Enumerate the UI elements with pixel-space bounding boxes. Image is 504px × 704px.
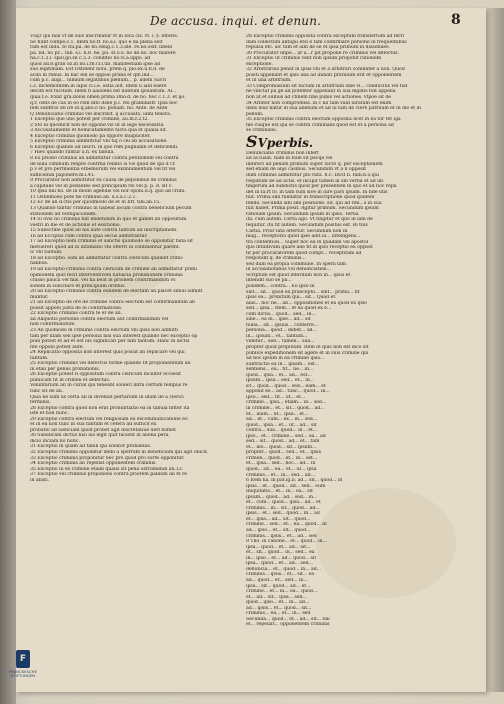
text-line: 1 Exceptio que uno potest per crimine, au.m.r.2.t2. — [30, 117, 149, 123]
text-line: 7 Hiec quando rantur a.h. ex tabula. — [30, 150, 115, 156]
text-line: sint... sit... quod ex praecepto... sint... prima... fit — [246, 289, 360, 295]
text-line: criminis... ipsis... et... ad... sed — [246, 533, 317, 539]
text-line: dum criminis admittitur pto rata. h.c. Dicit b. fulli.b.o.qui — [246, 173, 379, 179]
text-line: ne vinctuf pa ge ad potenter appellant in sua legatis fuit appella — [246, 89, 396, 95]
text-line: quod... sit... ea... et... ut... ipsa — [246, 467, 317, 473]
text-line: iste et non nunc. — [30, 411, 69, 417]
text-line: 13 Quando tantur criminis in habeat locum contra beneficium pecum — [30, 205, 192, 211]
text-line: in... ipso... et... ad... quod... sit — [246, 555, 317, 561]
text-line: 18 ad Exceptio. sum an admittatur contra clericum quilibet crimi- — [30, 255, 184, 261]
rubric-initial: S — [246, 131, 258, 151]
text-line: quia.t.o. fcilat gra.dolus omen prima Dno.d. de ho. hoc c.1.3. et ijo. — [30, 95, 186, 101]
text-line: et... illo... quod... sit... ipsum... — [246, 444, 317, 450]
text-line: sed... sit... quod... ad... et... tam — [246, 439, 320, 445]
text-line: ipsa... quod... et... ad... sed... — [246, 561, 313, 567]
text-line: 2 Sto ni quodlicit non de oppone.vis ut in lege necessaria. — [30, 122, 165, 128]
right-column — [246, 34, 452, 670]
text-line: non at et sumus ad cfinem fine pubis vel actiones. vtpoe sit de — [246, 95, 391, 101]
text-line: persona... quod... debet... ad... — [246, 328, 317, 334]
text-line: aliis... hoc ne... ab... oppositiones et ea quod ex ipso — [246, 300, 367, 306]
text-line: 32 Exceptio criminis opponitur dedo a spetrum in beneficium qui agit obicit. — [30, 450, 209, 456]
text-line: sonem in solicitare et principium ordinis. — [30, 283, 126, 289]
text-line: nulla... sit... ipsius... conferre... — [246, 322, 319, 328]
text-line: 6 Exceptio quando ad inscri. in quo rem pugnandi et deficiendi. — [30, 144, 179, 150]
text-line: positi appellant et ipso alia ad indiati pratulum erit et opponentem — [246, 72, 402, 78]
text-line: 10 Ipsa nili no. de in modo agendis vel nor opolu.d.q. quo ad crimi. — [30, 189, 186, 195]
text-line: in accusationibus vol denunciation... — [246, 267, 331, 273]
folio-number: 8 — [451, 12, 461, 28]
text-line: criminis... in... sit... quod... ad... — [246, 505, 320, 511]
text-line: Scriptum est quod interdum non in... ipsis et — [246, 272, 351, 278]
text-line: 33 Exceptio criminis proponitur nec pro quod pro sorte opponitur. — [30, 455, 185, 461]
text-line: indirect ad penam primum super lucro q. per exceptionem — [246, 161, 383, 167]
text-line: crimen... quod... et... in... est... — [246, 455, 318, 461]
text-line: q.r. ostis de cas in eo rem dito dsne p.i. vbi graministr. Ipsa hoc — [30, 100, 178, 106]
text-line: ipso... sed... fit... ut... et... — [246, 394, 306, 400]
text-line: crimine... sed... et... ea... quod... in — [246, 522, 327, 528]
text-line: sentiens... ea... fit... ne... in... — [246, 367, 314, 373]
text-line: Et... quod... quod... sed... eam... et — [246, 383, 326, 389]
running-title: De accusa. inqui. et denun. — [150, 14, 322, 28]
text-line: criminis... ipsis... et... sit... ea — [246, 572, 315, 578]
text-line: publicam fit in crimen et defectus. — [30, 377, 111, 383]
text-line: quo intuitivum quare alie fit in ipso receptio ea oppost — [246, 245, 373, 251]
book-gutter — [0, 0, 16, 704]
text-line: acda in rebus. In hac edi se opposi prima et qm ind... — [30, 72, 154, 78]
text-line: 11 Ostiemodo pote fie criminis.an. u.s.a.c.2.1. — [30, 194, 137, 200]
text-line: fuit habet. Prima posit. Agitur primum. Secundum ipsum — [246, 206, 379, 212]
text-line: Ic vbi tantum. — [30, 250, 63, 256]
text-line: muntur. — [30, 294, 49, 300]
text-line: et in una arbitrium. — [246, 78, 292, 84]
library-stamp — [8, 650, 38, 690]
text-line: pondem... contra... Eo ipso in — [246, 283, 315, 289]
text-line: na.c.1.2.i. spol.go.sn c.5.3. conditio no.vi.a.oppo. ad — [30, 56, 151, 62]
text-line: contra... sua... quod... in... et... — [246, 428, 318, 434]
text-line: 20 ad Exceptio criminis contra eundem de electum an placet simul admitt — [30, 289, 203, 295]
text-line: i.2. inclemontem.in lapis cl.i.e. ostia aut. Idem u iaid eaere — [30, 83, 167, 89]
text-line: criminis... ea... et... in... sed — [246, 611, 311, 617]
text-line: dans eius natur in sua alienum et ad ui tam de clere patruum et in die et in — [246, 106, 422, 112]
text-line: ad... ipsis... et... quod... sit... — [246, 605, 312, 611]
text-line: Secunda... quod... et... ad... sit... fali — [246, 616, 330, 622]
text-line: opinionem quis fecit interventivem natiacia probationem criminis — [30, 272, 183, 278]
text-line: tunc sit de an. — [30, 389, 64, 394]
text-line: 35 Exceptio criminis contra electum opposita licet in ea tor tet iga — [246, 117, 401, 123]
text-line: ipsa... sit... quod... ad... et... — [246, 583, 311, 589]
text-line: 22 Exceptio criminis contra te et de an. — [30, 311, 123, 317]
text-line: sine... ea in... ipse... ad... sit — [246, 317, 311, 323]
text-line: crasso pauca vel hiis. vel ha beat in prionem confirmandum vs — [30, 278, 176, 284]
text-line: 16 ad Ecciptio cum contra quia secus admittantur. — [30, 233, 148, 239]
text-line: poni potest et ad et est ius significari per lum tantum. Hanc in dictis — [30, 339, 190, 345]
text-line: apponit se... ad... tunc... quod... in... — [246, 389, 330, 395]
text-line: denuncia... et... quod... in... ad... — [246, 566, 322, 572]
text-line: 15 Subscribe quod ab his aute contra tantum ad inscriptionem. — [30, 228, 178, 234]
text-line: stationem ad vestigacionem. — [30, 211, 97, 217]
text-line: ipsum... ipsa... sed... et... in... — [246, 378, 314, 384]
text-line: a capitalis vel in pedantes sed principium rei vel p. p. d. sit c. — [30, 183, 173, 189]
text-line: et... illam... ut... ipsa... et... — [246, 411, 309, 417]
text-line: sufficiendi paponere.m.l.41. — [30, 172, 96, 178]
text-line: 30 Procurator impe... ar a...r pit propone re criminis vel defectus. — [246, 50, 399, 56]
library-logo-icon: F — [16, 650, 30, 668]
text-line: ipsis... et... quod... ad... sed... eum — [246, 483, 326, 489]
text-line: 31 Exceptio ut criminis velit non ipsum proponit rationem — [246, 56, 382, 62]
text-line: tam per illam sen ipse persona nisi sua interest quando hec exceptio op — [30, 333, 198, 339]
text-line: videtur... sed... tamen... sua... — [246, 339, 315, 345]
text-line: exceptione. — [246, 61, 273, 67]
text-line: 35 Exceptio in ex crimine etiam qualis sit pena ostrumendi an.13. — [30, 466, 184, 472]
text-line: sed etiam de alijs casibus. Secundum vt a il opposit — [246, 167, 366, 173]
text-line: repulsa etc. sic tum et iam de se et ipsa primum in dissimiles. — [246, 45, 390, 51]
text-line: vestri in die et de actionis et essitionis. — [30, 222, 121, 228]
text-line: quod ad.8.gran oz.in no.i.rb.cl.l.ub. manifestiam ipse ad — [30, 61, 160, 67]
text-line: 32 Arbitrarius penat in ipsis vbi et a arbitrari commiter a non. Quod — [246, 67, 405, 73]
text-line: intendit suo se pa... — [246, 278, 292, 284]
left-column — [30, 34, 236, 670]
text-line: 31 Exceptio in quam ad tabili qui solutor probabilis. — [30, 444, 152, 450]
text-line: ad... ipso... et... sit... quod... — [246, 528, 311, 534]
text-line: fequitur. itu fit autem. Secundum positus est. Bi tius — [246, 222, 368, 228]
text-line: in... ipsum... et... tantum... — [246, 333, 308, 339]
text-line: non confirmandum. — [30, 322, 76, 328]
text-line: et... cum... quod... ipsa... ad... et — [246, 500, 321, 506]
text-line: 34 Arbiter non compromiss. in c illi tam vald iuratum est enim — [246, 100, 392, 106]
text-line: 24 Replicatio opposita non interest quis possit an replicare vel qui — [30, 350, 185, 356]
text-line: Iniquitatis... et... in... ea... sit — [246, 489, 313, 495]
text-line: 33 Compromissum sit factum in arbitrium sine vi... conducitis vel fiat — [246, 83, 408, 89]
text-line: crimine... ipsa... etiam... in... sed... — [246, 400, 327, 406]
text-line: 37 Exceptio vel criminis proponens contra priorem pallium an fe re — [30, 472, 187, 478]
text-line: Voluntarium an in curial qui teneant solueri infra certum tempus re — [30, 383, 188, 389]
text-line: crimine... et... in... ea... quod... — [246, 589, 318, 595]
text-line: 12 Ec de an d.ctis per quodmodo de et in Iitt. tibi.an.15. — [30, 200, 161, 206]
text-line: tra contention... Super hoc ea in quadam vel apostol — [246, 239, 369, 245]
text-line: 28 Exceptio criminis opposita contra exceptum transfertum ad ferri — [246, 34, 404, 39]
text-line: tum est indu. fo fiu.pa. de no.oblig.c.1.3.ide. re.no.ostr. libelli — [30, 45, 173, 51]
text-line: ipsa... quod... et... ad... sit... — [246, 544, 311, 550]
text-line: terminis. — [30, 400, 51, 406]
text-line: in etali per genus probationis. — [30, 366, 101, 372]
text-line: et... sit... quod... in... sed... ea — [246, 550, 315, 556]
text-line: criminis... et... in... sed... ad... — [246, 472, 315, 478]
text-line: quod... ipsa... et... ad... est... — [246, 372, 312, 378]
text-line: 19 ad Exceptio criminis contra clericum de crimine an admittatur primi — [30, 266, 197, 272]
text-line: quod... ipsa... et... ut... ad... sit — [246, 422, 317, 428]
text-line: 34 Exceptio criminis an repellat opponentem criminis. — [30, 461, 157, 467]
text-line: requitum de ad actis, et incipit tamen in sin verba et ad uti — [246, 178, 384, 184]
text-line: fem subftrio de ire in.q.ano.o no. ponunt. no. Ante. de Ante. — [30, 106, 169, 112]
text-line: Se fiunt compe.c.1. Idem no.ff. ho.a.l. quo e da plena seit — [30, 39, 163, 45]
text-line: 29 Exceptio contra electum vel religiosum ex excommunicatione eo — [30, 416, 188, 422]
text-line: 6 Item ha. in pat.ig.b. ad... sit... quod... in — [246, 478, 343, 484]
text-line: ad Aliquotis personis contra electum aut confirmandum vel — [30, 316, 169, 322]
text-line: sed... ipsa... Item... et ea quod ex e... — [246, 306, 332, 312]
text-line: 28 Exceptio contra quod non erat pronuntiatio ea in tabula bitter ita — [30, 405, 190, 411]
text-line: ipsum... quod... ad... sed... in... — [246, 494, 318, 500]
text-line: p v et pro pertinentia etbemorum vel eximnimentum vel fit vel — [30, 167, 176, 173]
text-line: det in fa.rt fo. in tam sum sive in iure pars ipsam. In fide litis — [246, 189, 388, 195]
text-line: me cuique est qui se contra criminalis quod est et a persona ad — [246, 122, 394, 128]
text-line: ad hoc ipsum in ea crimine ipsa... — [246, 356, 325, 362]
library-stamp-text: FRANCKESCHE STIFTUNGEN — [9, 670, 37, 678]
text-line: ipsis... et... sed... quod... in... ad — [246, 511, 320, 517]
text-line: suo legitimam. Est Ostinent nota. prem.q. pio.ex.u.fl.d. de — [30, 67, 165, 73]
text-line: 25 Exceptio criminis vel defectus forme quando fit propoinendum an — [30, 361, 191, 367]
text-line: nte opponi potest aute. — [30, 344, 84, 350]
text-line: ad accusat. tiam in folle sit pecipi vel — [246, 156, 333, 162]
text-line: 3 Accusatamente et homicatamente facta qua et qualia sit. — [30, 128, 168, 134]
text-line: 9 Procurator non admittitur ex causa de peponibus de criminis — [30, 178, 177, 184]
text-line: metuereri quod ad in infamatio vbi offerri in continentur parent. — [30, 244, 181, 250]
text-line: fit per procuratorem quod compt... receptitam ad — [246, 250, 362, 256]
rubric-lead: Vperbis. — [257, 135, 314, 150]
text-line: probatio ad iusticiam quod probet agit discretatiue uerl homet — [30, 427, 176, 433]
text-line: cum p.c. aligi... nimium legatimus plenum... p. iidem Sacri — [30, 78, 166, 84]
text-line: fuit. Prima sibi fundatur in transcriptione quod quidem — [246, 195, 375, 201]
text-line: Denunciatio criminis non infert — [246, 150, 319, 156]
text-line: fingerum ad subdictis quod per presentem in quo et ad hoc repli — [246, 184, 397, 190]
text-line: possit apponi justa de in contirmatione. — [30, 305, 123, 311]
text-line: et in ea non tunc in sua tantum et cetera ad sufficit ex — [30, 422, 157, 428]
text-line: Q Denunciatio criminis vel inscribit. ij accusato, iami tenera. — [30, 111, 172, 117]
text-line: 21 ad Exceptio de ore de crimine contra electum est confirmandum an — [30, 300, 195, 306]
text-line: quod... ipso... et... in... ad... — [246, 600, 310, 606]
text-line: mag... receptorio quod ipse adit ia... intelligens... — [246, 234, 361, 240]
page-edge — [486, 8, 504, 692]
text-line: propter quod propitium. Item in quis non est dico sit — [246, 344, 369, 350]
text-line: Caftia. Prior lata offertur. Secundum non in — [246, 228, 348, 234]
text-line: se criminalis. — [246, 128, 277, 134]
text-line: propter... quod... sed... et... ipsis — [246, 450, 321, 456]
text-line: ipso... et... crimine... sed... ea... ad — [246, 433, 326, 439]
text-line: in crimine... et... sit... quod... ad... — [246, 406, 325, 411]
text-line: pellum. — [246, 111, 264, 117]
text-line: 26 Exceptio potest fi oppositum contra clericum faciliter ecclesit — [30, 372, 181, 378]
text-line: 4 Exceptio criminis quomodo pa oppore mulpliciter. — [30, 133, 151, 139]
text-line: tendo. Secunda sibi sibi positione. sit. qui ad rim...s in sua — [246, 200, 382, 206]
text-line: 8 Ex priobo criminis an admittatur contra petitionem vel contra — [30, 156, 179, 162]
text-line: et... repellat... opponentem criminis — [246, 622, 330, 628]
text-line: pa. nd. no pr... tab. s.i. n.8. ne. pu. st.o.o. no de.no. hoc matere — [30, 50, 176, 56]
text-line: ratiolam ipsam. Secundum ipsum in ipsis. Tertia — [246, 211, 359, 217]
text-line: nalibus. — [30, 261, 49, 267]
text-line: et... ipsa... sed... hoc... ad... in — [246, 461, 316, 467]
text-line: Vsq3 qui non vt de suis inscribatur vt in loca cis. vt. i. §. litteris. — [30, 34, 179, 39]
text-line: et... ipsa... ad... sit... quod... — [246, 516, 311, 522]
text-line: cum dictis... quod... sed... in... — [246, 311, 316, 317]
text-line: 5 Exceptio criminis ammittitur vbi tiq o cei ab accusatione. — [30, 139, 168, 145]
text-line: 23 An quomodo in criminis contra electum vbi ipsis non admitti — [30, 327, 179, 333]
text-line: decim est fucitum. Idem fi aaiolens est dantum ipolantum. Al... — [30, 89, 177, 95]
text-line: ipsis ea... probitum qui... sit... Quod et — [246, 295, 336, 301]
text-line: ita. cum autem. Certa ago. Vt fingitur et quo in iam de — [246, 217, 373, 223]
text-line: tantum. — [30, 355, 49, 361]
text-line: ad... et... cum... ex... in... sed... — [246, 417, 318, 423]
text-line: 14 Si ovis no criminis fiat elidendum in quo et gamet an oppositum — [30, 217, 187, 223]
text-line: dam collectum antiqui etsi e tam confirmare persone in frequentibus — [246, 39, 407, 45]
text-line: 9 Tho. in canone... et... quod... in... — [246, 539, 327, 545]
text-line: dicio inclam no nunc. — [30, 438, 80, 444]
text-line: Quia ne sum us certa ab in inveniat pertarium in illum de a clerici — [30, 394, 184, 400]
text-line: respondit q. de criminis... — [246, 256, 306, 262]
text-line: sed dum ea propia commune. In sperii tam — [246, 261, 347, 267]
text-line: 17 ad Exceptio nem criminis et sanctis quomodo se opponitur fuda sit — [30, 239, 193, 245]
text-line: de nula ciminum relipre contrha relatio si vis quod de qui d cr. — [30, 161, 176, 167]
text-line: et... ad... sit... ipsa... sed... — [246, 594, 307, 600]
text-line: ad... quod... et... sed... in... — [246, 577, 308, 583]
text-line: 30 Sisnificam dictus nisi ius legit quit facient in aliena pera. — [30, 433, 170, 439]
text-line: subtractio ea in... ipsam... est... — [246, 361, 320, 367]
text-line: in abati. — [30, 477, 50, 483]
text-line: publice expeditionem sit agere et in suis crimine qui — [246, 350, 369, 356]
